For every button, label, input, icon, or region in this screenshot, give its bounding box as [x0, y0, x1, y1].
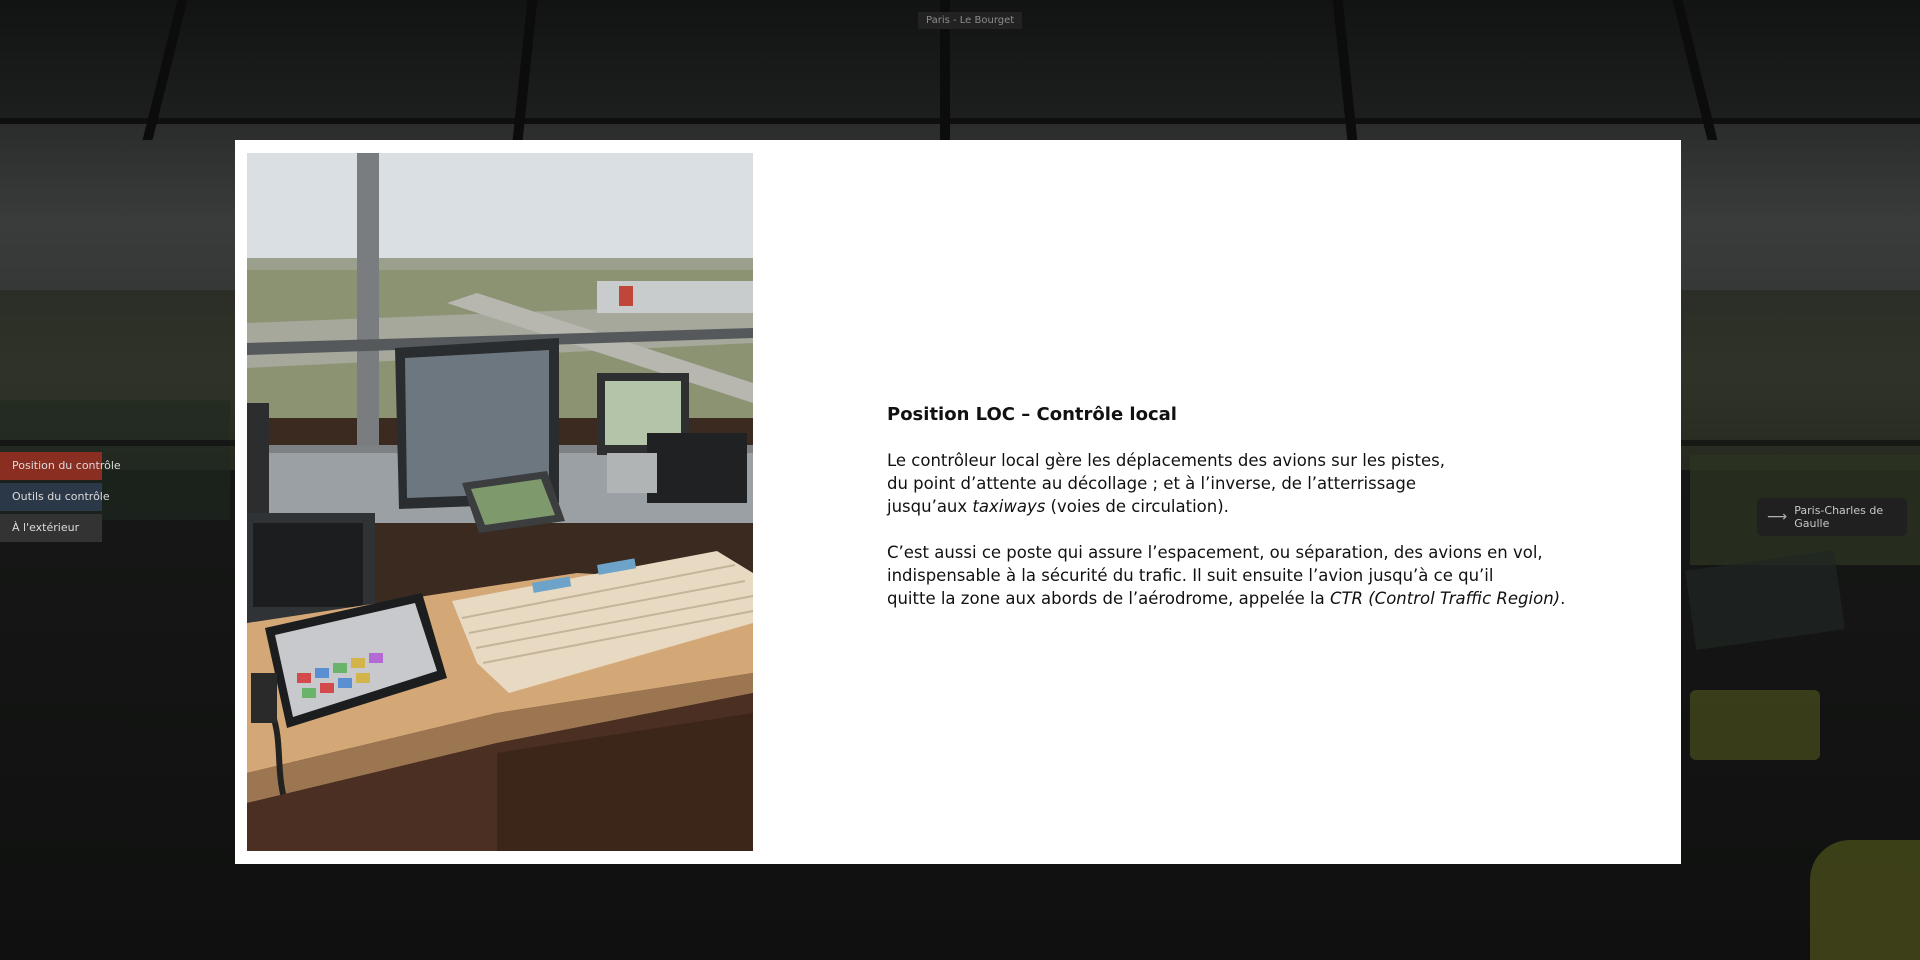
modal-paragraph-2 — [887, 541, 1667, 610]
nav-item-tools[interactable]: Outils du contrôle — [0, 483, 102, 511]
background-vest-2 — [1810, 840, 1920, 960]
hotspot-menu — [0, 452, 121, 545]
modal-text — [887, 403, 1667, 633]
control-position-photo — [247, 153, 753, 851]
paragraph-1-line-2: du point d’attente au décollage ; et à l’inverse, de l’atterrissage — [887, 474, 1417, 493]
paragraph-2-line-3-post: . — [1560, 589, 1566, 608]
paragraph-1-line-3-post: (voies de circulation). — [1045, 497, 1229, 516]
paragraph-2-line-2: indispensable à la sécurité du trafic. Il suit ensuite l’avion jusqu’à ce qu’il — [887, 566, 1494, 585]
modal-paragraph-1 — [887, 449, 1667, 518]
taxiways-term: taxiways — [972, 497, 1046, 516]
paragraph-1-line-3 — [887, 495, 1667, 518]
location-label: Paris - Le Bourget — [918, 12, 1022, 29]
next-location-label: Paris-Charles de Gaulle — [1794, 504, 1884, 530]
paragraph-2-line-3-pre: quitte la zone aux abords de l’aérodrome, appelée la — [887, 589, 1330, 608]
background-vest — [1690, 690, 1820, 760]
modal-title: Position LOC – Contrôle local — [887, 404, 1177, 425]
nav-item-position[interactable]: Position du contrôle — [0, 452, 102, 480]
arrow-right-icon: ⟶ — [1767, 509, 1788, 525]
paragraph-1-line-3-pre: jusqu’aux — [887, 497, 973, 516]
nav-item-outside[interactable]: À l'extérieur — [0, 514, 102, 542]
background-rail — [0, 118, 1920, 124]
paragraph-2-line-1: C’est aussi ce poste qui assure l’espacement, ou séparation, des avions en vol, — [887, 543, 1543, 562]
paragraph-2-line-3 — [887, 587, 1667, 610]
ctr-term: CTR (Control Traffic Region) — [1329, 589, 1561, 608]
next-location-button[interactable] — [1757, 498, 1907, 536]
info-modal — [235, 140, 1681, 864]
paragraph-1-line-1: Le contrôleur local gère les déplacements des avions sur les pistes, — [887, 451, 1445, 470]
